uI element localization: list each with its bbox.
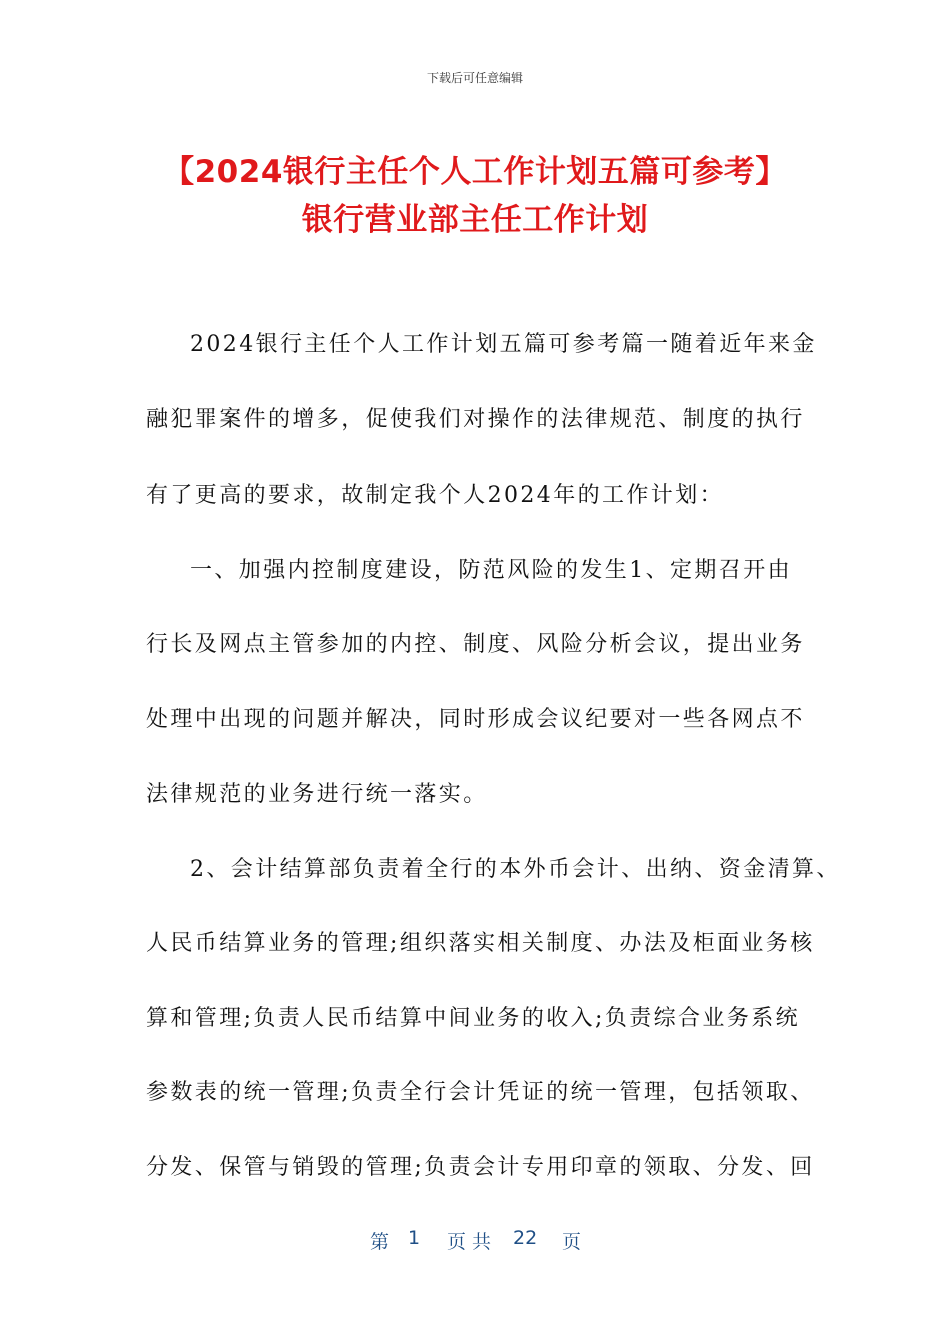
paragraph-line: 人民币结算业务的管理;组织落实相关制度、办法及柜面业务核 [146, 931, 815, 956]
footer-suffix: 页 [562, 1231, 582, 1253]
paragraph-line: 融犯罪案件的增多，促使我们对操作的法律规范、制度的执行 [146, 407, 805, 432]
paragraph-line: 算和管理;负责人民币结算中间业务的收入;负责综合业务系统 [146, 1006, 801, 1031]
paragraph-line: 参数表的统一管理;负责全行会计凭证的统一管理，包括领取、 [146, 1080, 815, 1105]
paragraph-line: 有了更高的要求，故制定我个人2024年的工作计划： [146, 483, 724, 508]
paragraph-line: 分发、保管与销毁的管理;负责会计专用印章的领取、分发、回 [146, 1155, 815, 1180]
paragraph-line: 行长及网点主管参加的内控、制度、风险分析会议，提出业务 [146, 632, 805, 657]
header-note: 下载后可任意编辑 [426, 71, 523, 85]
footer-current-page: 1 [408, 1227, 421, 1249]
footer-prefix: 第 [370, 1231, 390, 1253]
footer-total-pages: 22 [513, 1227, 538, 1249]
document-title-line-1: 【2024银行主任个人工作计划五篇可参考】 [163, 154, 787, 190]
paragraph-line: 2、会计结算部负责着全行的本外币会计、出纳、资金清算、 [190, 857, 841, 882]
paragraph-line: 2024银行主任个人工作计划五篇可参考篇一随着近年来金 [190, 332, 817, 357]
paragraph-line: 处理中出现的问题并解决，同时形成会议纪要对一些各网点不 [146, 707, 805, 732]
paragraph-line: 法律规范的业务进行统一落实。 [146, 782, 488, 807]
page-footer [0, 1227, 950, 1253]
document-title-line-2: 银行营业部主任工作计划 [301, 202, 649, 238]
paragraph-line: 一、加强内控制度建设，防范风险的发生1、定期召开由 [190, 558, 792, 583]
footer-middle: 页 共 [447, 1231, 492, 1253]
